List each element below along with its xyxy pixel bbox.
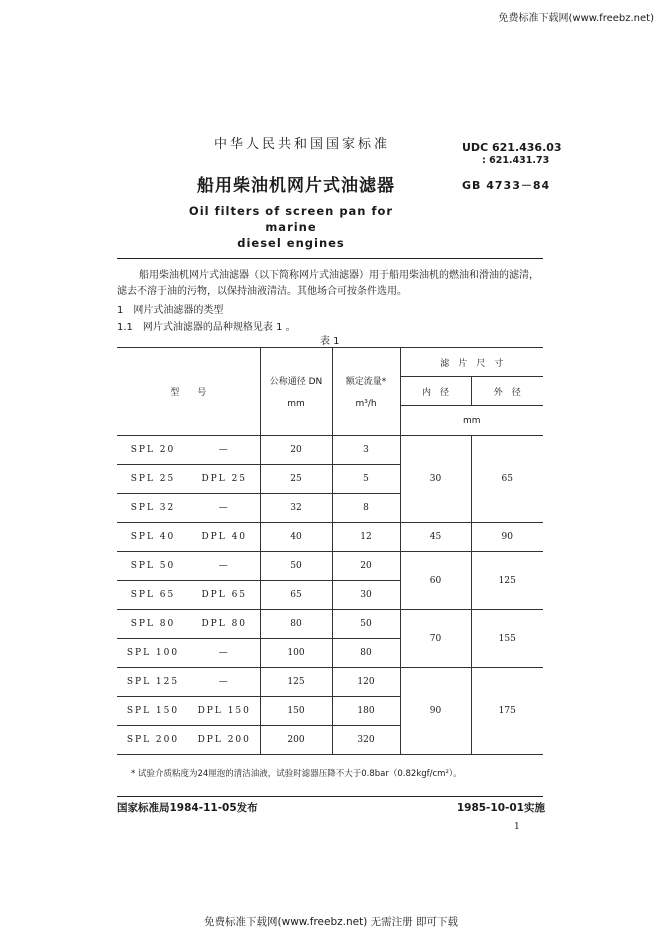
nominal-diameter: 65 — [260, 581, 332, 610]
bottom-divider — [117, 796, 543, 797]
header-filter-unit: mm — [400, 406, 543, 436]
filter-inner-diameter: 90 — [400, 668, 471, 755]
table-row — [117, 552, 543, 581]
watermark-top: 免费标准下载网(www.freebz.net) — [498, 13, 654, 24]
header-inner-diameter: 内 径 — [400, 377, 471, 406]
spl-model: SPL 80 — [117, 610, 189, 639]
header-flow — [332, 348, 400, 436]
nominal-diameter: 150 — [260, 697, 332, 726]
dpl-model: — — [189, 436, 260, 465]
nominal-diameter: 80 — [260, 610, 332, 639]
header-flow-label: 额定流量* — [345, 377, 387, 387]
filter-inner-diameter: 30 — [400, 436, 471, 523]
rated-flow: 320 — [332, 726, 400, 755]
spl-model: SPL 100 — [117, 639, 189, 668]
dpl-model: DPL 80 — [189, 610, 260, 639]
title-en-line-1: Oil filters of screen pan for marine — [188, 204, 394, 234]
rated-flow: 20 — [332, 552, 400, 581]
table-row — [117, 668, 543, 697]
nominal-diameter: 100 — [260, 639, 332, 668]
nominal-diameter: 32 — [260, 494, 332, 523]
spl-model: SPL 50 — [117, 552, 189, 581]
dpl-model: DPL 65 — [189, 581, 260, 610]
rated-flow: 8 — [332, 494, 400, 523]
implementation-date: 1985-10-01实施 — [456, 802, 545, 814]
dpl-model: DPL 200 — [189, 726, 260, 755]
nominal-diameter: 40 — [260, 523, 332, 552]
header-filter-size: 滤 片 尺 寸 — [400, 348, 543, 377]
filter-outer-diameter: 125 — [471, 552, 543, 610]
spl-model: SPL 32 — [117, 494, 189, 523]
header-model: 型 号 — [117, 348, 260, 436]
dpl-model: DPL 25 — [189, 465, 260, 494]
header-outer-diameter: 外 径 — [471, 377, 543, 406]
rated-flow: 120 — [332, 668, 400, 697]
page-number: 1 — [514, 822, 520, 832]
udc-line-1 — [462, 141, 562, 154]
table-row — [117, 436, 543, 465]
document-title-cn: 船用柴油机网片式油滤器 — [197, 176, 395, 196]
table-row — [117, 610, 543, 639]
table-caption: 表 1 — [320, 336, 340, 347]
dpl-model: — — [189, 639, 260, 668]
table-footnote: * 试验介质粘度为24厘泡的清洁油液，试验时滤器压降不大于0.8bar（0.82kgf/cm²）。 — [131, 769, 462, 779]
section-1-1-text: 1.1 网片式油滤器的品种规格见表 1 。 — [117, 322, 296, 333]
dpl-model: DPL 40 — [189, 523, 260, 552]
rated-flow: 50 — [332, 610, 400, 639]
standard-type-heading: 中华人民共和国国家标准 — [214, 137, 391, 152]
udc-label: UDC — [462, 141, 489, 154]
gb-standard-code: GB 4733－84 — [462, 179, 551, 192]
section-1-heading: 1 网片式油滤器的类型 — [117, 305, 224, 316]
filter-outer-diameter: 90 — [471, 523, 543, 552]
udc-code-1: 621.436.03 — [491, 141, 562, 154]
issue-date: 国家标准局1984-11-05发布 — [117, 802, 258, 814]
title-en-line-2: diesel engines — [237, 236, 345, 250]
spl-model: SPL 20 — [117, 436, 189, 465]
filter-inner-diameter: 70 — [400, 610, 471, 668]
rated-flow: 30 — [332, 581, 400, 610]
table-row — [117, 523, 543, 552]
filter-outer-diameter: 65 — [471, 436, 543, 523]
header-dn-unit: mm — [287, 399, 305, 409]
top-divider — [117, 258, 543, 259]
intro-paragraph: 船用柴油机网片式油滤器（以下简称网片式油滤器）用于船用柴油机的燃油和滑油的滤清，滤去不溶于油的污物，以保持油液清洁。其他场合可按条件选用。 — [117, 270, 539, 297]
rated-flow: 12 — [332, 523, 400, 552]
header-dn-label: 公称通径 DN — [269, 377, 323, 387]
dpl-model: — — [189, 668, 260, 697]
rated-flow: 80 — [332, 639, 400, 668]
rated-flow: 5 — [332, 465, 400, 494]
dpl-model: — — [189, 494, 260, 523]
header-flow-unit: m³/h — [355, 399, 377, 409]
filter-outer-diameter: 155 — [471, 610, 543, 668]
udc-code-2: : 621.431.73 — [482, 155, 550, 166]
rated-flow: 180 — [332, 697, 400, 726]
dpl-model: — — [189, 552, 260, 581]
nominal-diameter: 125 — [260, 668, 332, 697]
spl-model: SPL 150 — [117, 697, 189, 726]
spl-model: SPL 25 — [117, 465, 189, 494]
header-dn — [260, 348, 332, 436]
spl-model: SPL 200 — [117, 726, 189, 755]
spec-table — [117, 347, 543, 755]
spl-model: SPL 40 — [117, 523, 189, 552]
rated-flow: 3 — [332, 436, 400, 465]
nominal-diameter: 20 — [260, 436, 332, 465]
udc-classification — [462, 141, 562, 167]
nominal-diameter: 25 — [260, 465, 332, 494]
document-title-en — [181, 203, 401, 251]
filter-inner-diameter: 60 — [400, 552, 471, 610]
nominal-diameter: 200 — [260, 726, 332, 755]
spl-model: SPL 125 — [117, 668, 189, 697]
filter-outer-diameter: 175 — [471, 668, 543, 755]
spl-model: SPL 65 — [117, 581, 189, 610]
nominal-diameter: 50 — [260, 552, 332, 581]
dpl-model: DPL 150 — [189, 697, 260, 726]
watermark-bottom: 免费标准下载网(www.freebz.net) 无需注册 即可下载 — [204, 916, 458, 928]
filter-inner-diameter: 45 — [400, 523, 471, 552]
